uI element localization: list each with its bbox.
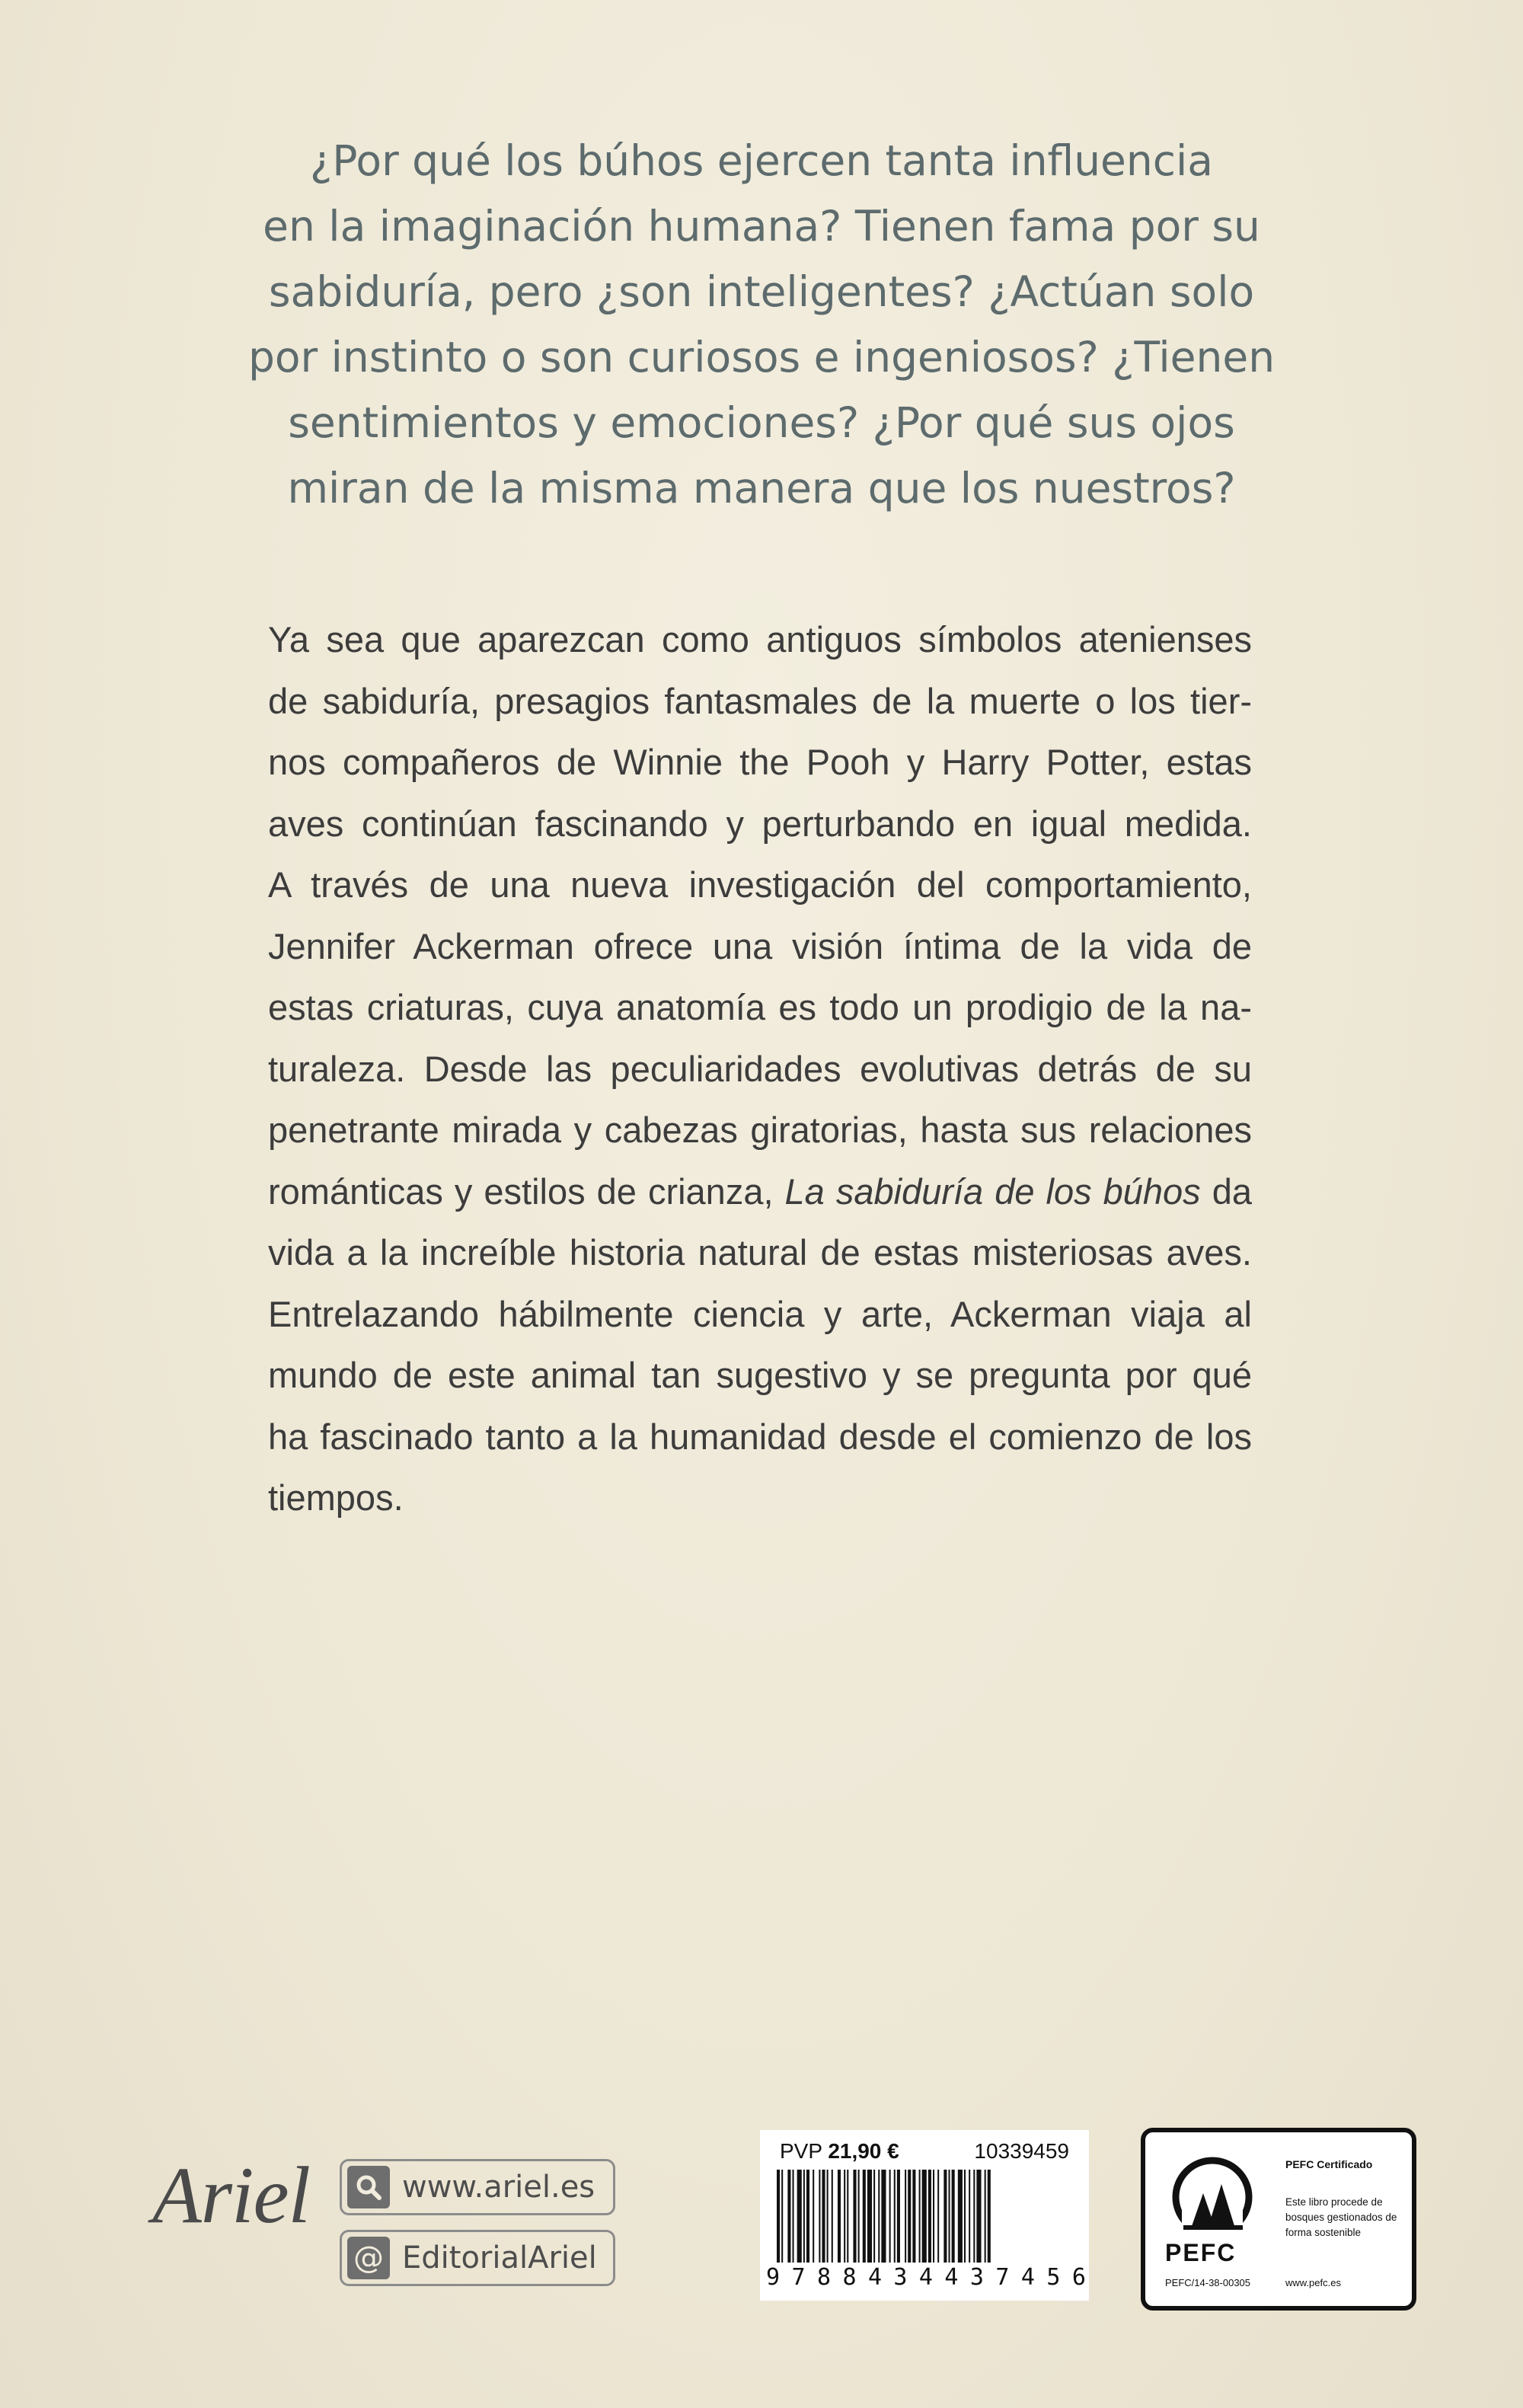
website-url: www.ariel.es xyxy=(402,2170,595,2205)
headline-line: por instinto o son curiosos e ingeniosos? ¿Tienen xyxy=(247,333,1276,382)
synopsis-line: nos compañeros de Winnie the Pooh y Harry Potter, estas xyxy=(268,742,1252,782)
synopsis-line-with-title xyxy=(268,1161,1252,1223)
synopsis-line: turaleza. Desde las peculiaridades evolutivas detrás de su xyxy=(268,1048,1252,1089)
price-tag xyxy=(780,2139,899,2164)
barcode-bar xyxy=(838,2170,841,2263)
isbn-digit: 6 xyxy=(1071,2264,1086,2291)
synopsis-line: estas criaturas, cuya anatomía es todo un prodigio de la na- xyxy=(268,987,1252,1027)
barcode-bar xyxy=(819,2170,820,2263)
barcode-bar xyxy=(787,2170,790,2263)
isbn-digit: 7 xyxy=(995,2264,1010,2291)
isbn-digit: 9 xyxy=(766,2264,781,2291)
barcode-bar xyxy=(933,2170,934,2263)
synopsis xyxy=(268,609,1252,1529)
isbn-digit: 4 xyxy=(918,2264,933,2291)
barcode-bar xyxy=(881,2170,886,2263)
barcode-bar xyxy=(878,2170,880,2263)
synopsis-line: Ya sea que aparezcan como antiguos símbolos atenienses xyxy=(268,619,1252,659)
barcode-bar xyxy=(949,2170,950,2263)
headline xyxy=(190,128,1333,521)
barcode-bar xyxy=(952,2170,955,2263)
barcode-bar xyxy=(803,2170,805,2263)
barcode-bar xyxy=(853,2170,856,2263)
pefc-code: PEFC/14-38-00305 xyxy=(1165,2277,1251,2288)
pefc-certified-label: PEFC Certificado xyxy=(1285,2158,1373,2170)
barcode-bar xyxy=(969,2170,970,2263)
synopsis-line: A través de una nueva investigación del comportamiento, xyxy=(268,864,1252,905)
barcode-bar xyxy=(988,2170,991,2263)
barcode-bar xyxy=(912,2170,915,2263)
isbn-digit: 4 xyxy=(867,2264,882,2291)
barcode-bar xyxy=(806,2170,809,2263)
barcode-bar xyxy=(873,2170,875,2263)
headline-line: sentimientos y emociones? ¿Por qué sus ojos xyxy=(288,398,1235,447)
headline-line: en la imaginación humana? Tienen fama por su xyxy=(263,202,1260,251)
isbn-digits xyxy=(766,2264,1086,2291)
synopsis-line: tiempos. xyxy=(268,1477,404,1518)
pefc-url: www.pefc.es xyxy=(1285,2277,1341,2288)
synopsis-line: aves continúan fascinando y perturbando en igual medida. xyxy=(268,803,1252,844)
headline-line: ¿Por qué los búhos ejercen tanta influencia xyxy=(310,136,1213,185)
pefc-tree-icon xyxy=(1168,2155,1260,2239)
barcode-panel xyxy=(760,2130,1089,2301)
synopsis-line: Entrelazando hábilmente ciencia y arte, Ackerman viaja al xyxy=(268,1293,1252,1334)
barcode-bar xyxy=(827,2170,829,2263)
barcode-bar xyxy=(928,2170,931,2263)
synopsis-line: penetrante mirada y cabezas giratorias, hasta sus relaciones xyxy=(268,1110,1252,1150)
barcode-bar xyxy=(985,2170,986,2263)
pefc-description: Este libro procede de bosques gestionados de forma sostenible xyxy=(1285,2196,1397,2238)
barcode-header xyxy=(780,2139,1069,2164)
at-icon: @ xyxy=(347,2237,390,2279)
barcode-bar xyxy=(897,2170,900,2263)
isbn-digit: 3 xyxy=(969,2264,984,2291)
barcode-bar xyxy=(964,2170,966,2263)
price: 21,90 € xyxy=(828,2139,899,2163)
barcode-bar xyxy=(847,2170,848,2263)
barcode-bar xyxy=(905,2170,906,2263)
barcode-bar xyxy=(908,2170,911,2263)
website-link[interactable] xyxy=(340,2159,615,2215)
barcode-bar xyxy=(858,2170,860,2263)
synopsis-line-start: románticas y estilos de crianza, xyxy=(268,1170,774,1212)
barcode-bar xyxy=(976,2170,981,2263)
product-code: 10339459 xyxy=(974,2139,1069,2163)
isbn-digit: 7 xyxy=(791,2264,806,2291)
isbn-digit: 8 xyxy=(842,2264,857,2291)
social-handle: EditorialAriel xyxy=(402,2240,597,2275)
isbn-digit: 8 xyxy=(816,2264,832,2291)
barcode-bar xyxy=(889,2170,891,2263)
headline-line: miran de la misma manera que los nuestros? xyxy=(287,464,1236,513)
barcode-bar xyxy=(793,2170,794,2263)
publisher-logo: Ariel xyxy=(152,2151,310,2240)
isbn-digit: 4 xyxy=(1020,2264,1035,2291)
barcode-bar xyxy=(937,2170,939,2263)
barcode-bar xyxy=(863,2170,866,2263)
barcode-bar xyxy=(958,2170,963,2263)
barcode-bar xyxy=(844,2170,845,2263)
headline-line: sabiduría, pero ¿son inteligentes? ¿Actúan solo xyxy=(268,267,1255,316)
pefc-brand: PEFC xyxy=(1165,2239,1237,2266)
synopsis-line: de sabiduría, presagios fantasmales de la muerte o los tier- xyxy=(268,680,1252,721)
isbn-digit: 5 xyxy=(1046,2264,1061,2291)
search-icon xyxy=(347,2166,390,2208)
barcode-bar xyxy=(922,2170,927,2263)
barcode-bar xyxy=(777,2170,780,2263)
barcode-bar xyxy=(894,2170,896,2263)
synopsis-line: mundo de este animal tan sugestivo y se pregunta por qué xyxy=(268,1355,1252,1395)
pvp-label: PVP xyxy=(780,2139,822,2163)
isbn-digit: 4 xyxy=(944,2264,959,2291)
synopsis-line-end: da xyxy=(1212,1170,1252,1212)
social-link[interactable] xyxy=(340,2230,615,2286)
barcode-bar xyxy=(943,2170,947,2263)
barcode xyxy=(774,2170,1075,2270)
pefc-certification xyxy=(1141,2128,1416,2311)
isbn-digit: 3 xyxy=(893,2264,908,2291)
synopsis-line: Jennifer Ackerman ofrece una visión íntima de la vida de xyxy=(268,925,1252,966)
barcode-bar xyxy=(822,2170,825,2263)
synopsis-line: vida a la increíble historia natural de estas misteriosas aves. xyxy=(268,1232,1252,1273)
barcode-bar xyxy=(919,2170,921,2263)
barcode-bar xyxy=(832,2170,833,2263)
synopsis-line: ha fascinado tanto a la humanidad desde el comienzo de los xyxy=(268,1416,1252,1457)
barcode-bar xyxy=(797,2170,802,2263)
barcode-bar xyxy=(867,2170,872,2263)
barcode-bar xyxy=(973,2170,975,2263)
book-title: La sabiduría de los búhos xyxy=(784,1170,1201,1212)
barcode-bar xyxy=(813,2170,814,2263)
barcode-bar xyxy=(781,2170,783,2263)
